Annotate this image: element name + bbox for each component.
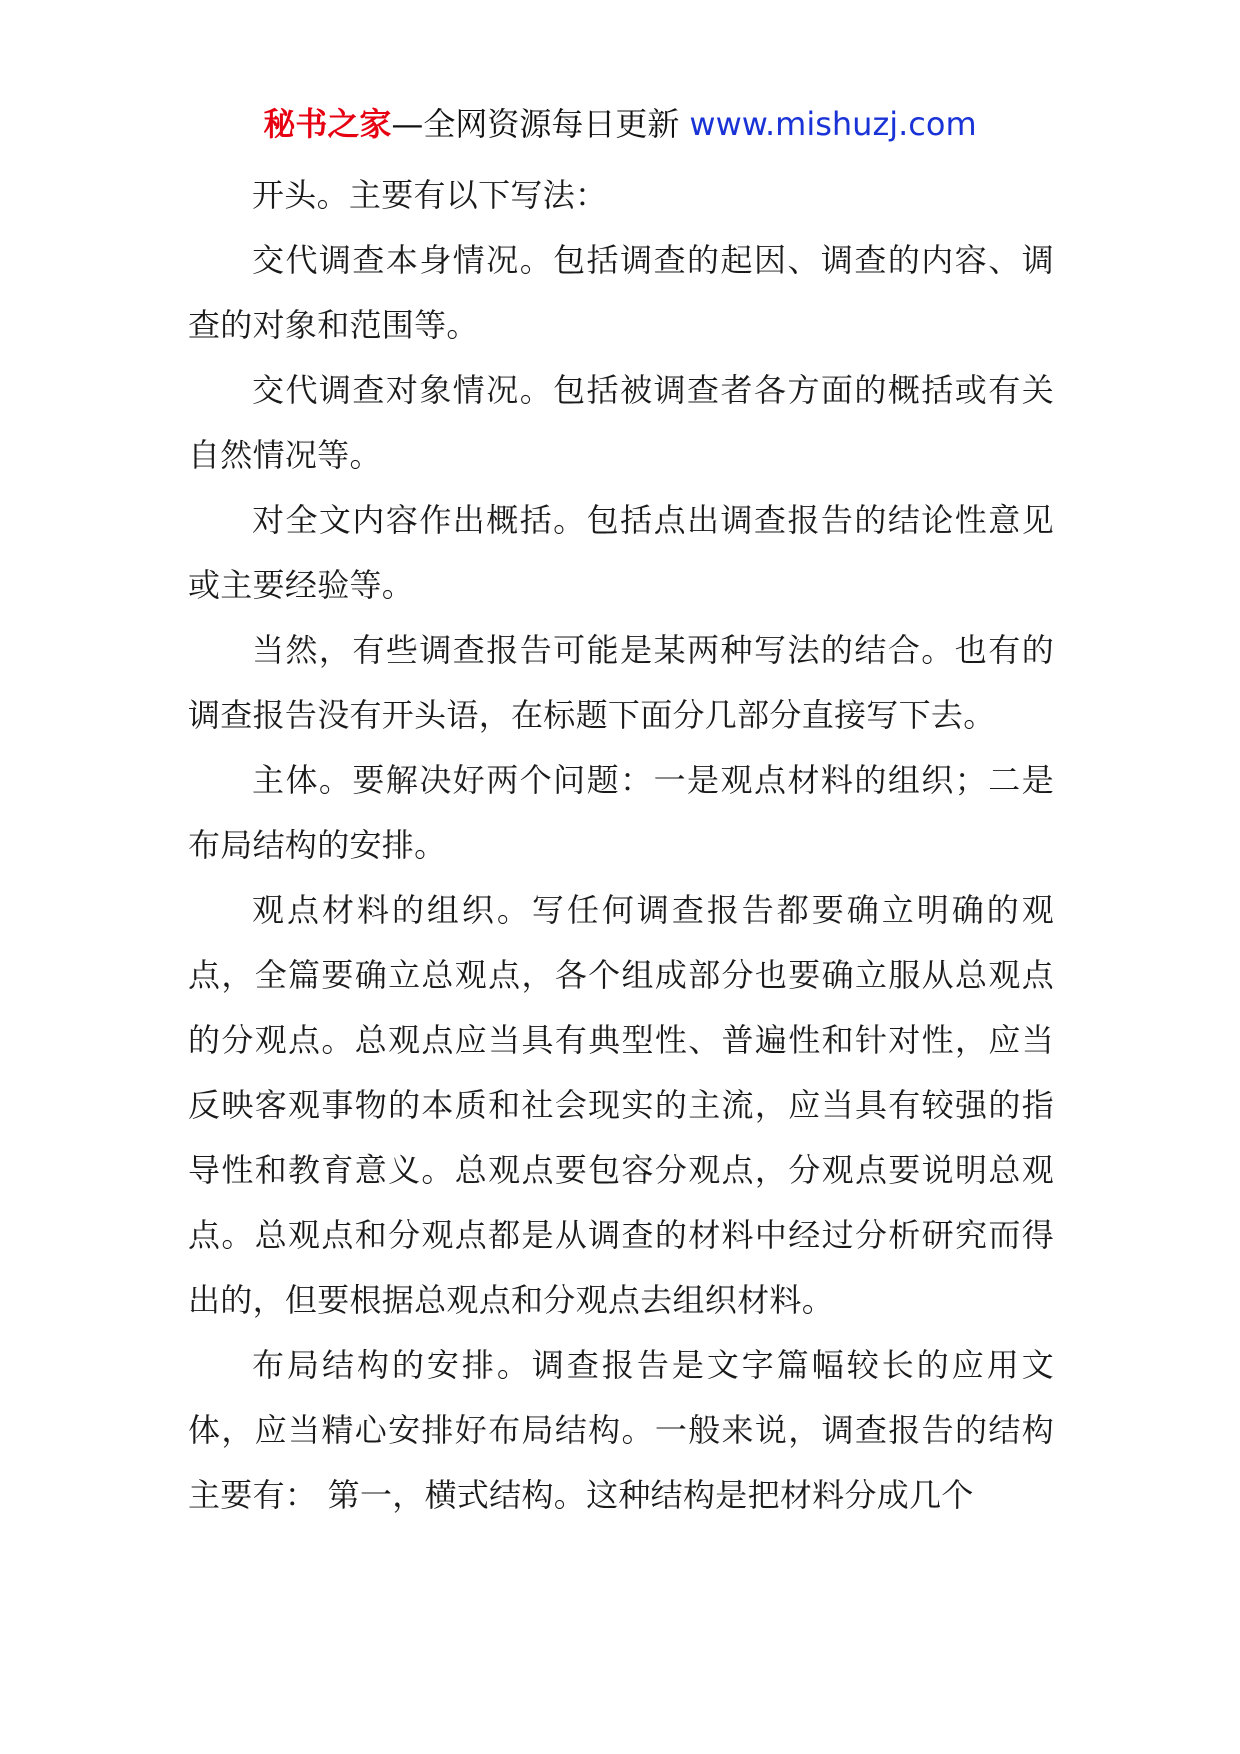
site-header [0, 100, 1240, 148]
paragraph-survey-itself: 交代调查本身情况。包括调查的起因、调查的内容、调查的对象和范围等。 [188, 241, 1054, 344]
paragraph-viewpoint-organization: 观点材料的组织。写任何调查报告都要确立明确的观点，全篇要确立总观点，各个组成部分也要确立服从总观点的分观点。总观点应当具有典型性、普遍性和针对性，应当反映客观事物的本质和社会现实的主流，应当具有较强的指导性和教育意义。总观点要包容分观点，分观点要说明总观点。总观点和分观点都是从调查的材料中经过分析研究而得出的，但要根据总观点和分观点去组织材料。 [188, 891, 1054, 1319]
paragraph-main-body: 主体。要解决好两个问题：一是观点材料的组织；二是布局结构的安排。 [188, 761, 1054, 864]
document-body [188, 163, 1054, 1528]
paragraph-combination: 当然，有些调查报告可能是某两种写法的结合。也有的调查报告没有开头语，在标题下面分几部分直接写下去。 [188, 631, 1054, 734]
paragraph-summary: 对全文内容作出概括。包括点出调查报告的结论性意见或主要经验等。 [188, 501, 1054, 604]
site-tagline: —全网资源每日更新 [391, 105, 680, 143]
paragraph-opening: 开头。主要有以下写法： [252, 176, 608, 214]
paragraph-layout-structure: 布局结构的安排。调查报告是文字篇幅较长的应用文体，应当精心安排好布局结构。一般来说，调查报告的结构主要有： 第一，横式结构。这种结构是把材料分成几个 [188, 1346, 1054, 1514]
site-brand: 秘书之家 [263, 105, 392, 143]
paragraph-survey-subject: 交代调查对象情况。包括被调查者各方面的概括或有关自然情况等。 [188, 371, 1054, 474]
site-url-link[interactable]: www.mishuzj.com [689, 105, 977, 143]
